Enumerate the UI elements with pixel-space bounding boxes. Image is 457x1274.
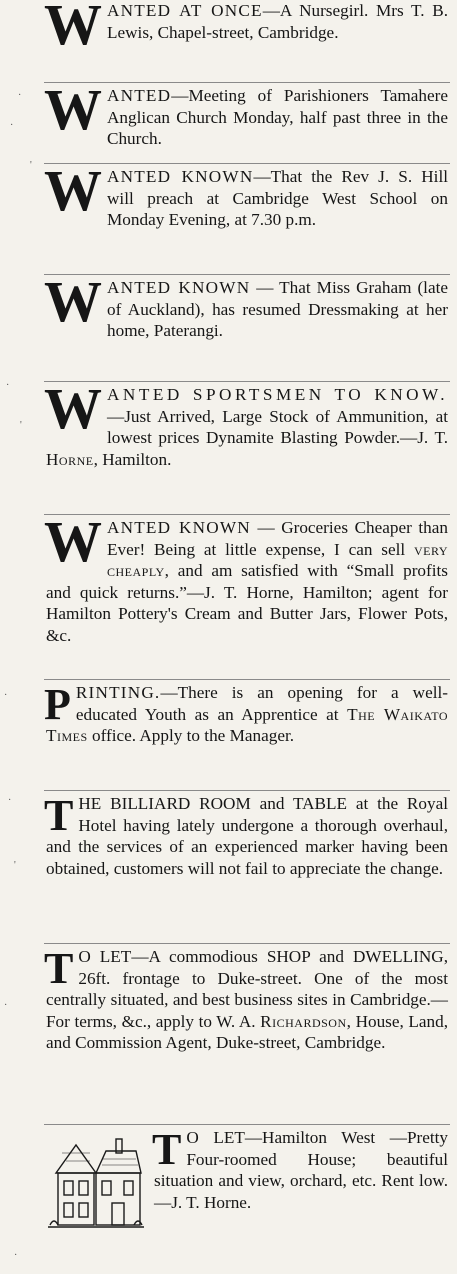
ad-heading: ANTED SPORTSMEN TO KNOW. <box>107 385 448 404</box>
ad-to-let-shop <box>44 943 450 1124</box>
drop-cap: T <box>44 944 74 993</box>
drop-cap: W <box>44 376 102 441</box>
ad-billiard-room <box>44 790 450 943</box>
ad-agent-name: Richardson <box>260 1011 347 1031</box>
ad-wanted-known-rev-hill <box>44 158 450 274</box>
advertisements-column <box>44 0 450 1253</box>
ad-body: —A commodious SHOP and DWELLING, 26ft. frontage to Duke-street. One of the most centrally situated, and best business sites in Cambridge.—For terms, &c., apply to W. A. <box>46 947 448 1031</box>
drop-cap: T <box>152 1125 182 1174</box>
ad-heading: ANTED KNOWN <box>107 167 254 186</box>
drop-cap: W <box>44 269 102 334</box>
ad-body: —That the Rev J. S. Hill will preach at Cambridge West School on Monday Evening, at 7.30 p.m. <box>107 167 448 229</box>
ad-body: —Hamilton West —Pretty Four-roomed House; beautiful situation and view, orchard, etc. Rent low. —J. T. Horne. <box>154 1128 448 1212</box>
ad-wanted-sportsmen <box>44 376 450 514</box>
ad-body: —A Nursegirl. Mrs T. B. Lewis, Chapel-street, Cambridge. <box>107 1 448 42</box>
ad-heading: O LET <box>186 1128 245 1147</box>
drop-cap: W <box>44 0 102 57</box>
drop-cap: W <box>44 77 102 142</box>
drop-cap: W <box>44 158 102 223</box>
ad-wanted-known-dressmaking <box>44 269 450 381</box>
ad-body: — Groceries Cheaper than Ever! Being at little expense, I can sell <box>107 518 448 559</box>
house-illustration <box>46 1133 146 1231</box>
ad-signer: Horne <box>46 449 94 469</box>
ad-printing-apprentice <box>44 679 450 790</box>
ad-heading: ANTED KNOWN <box>107 278 251 297</box>
ad-body: —Meeting of Parishioners Tamahere Anglican Church Monday, half past three in the Church. <box>107 86 448 148</box>
ad-heading: RINTING. <box>75 683 161 702</box>
ad-body: — That Miss Graham (late of Auckland), has resumed Dressmaking at her home, Paterangi. <box>107 278 448 340</box>
ad-heading: ANTED <box>107 86 172 105</box>
ad-wanted-known-groceries <box>44 509 450 679</box>
ad-wanted-parishioners <box>44 77 450 163</box>
ad-body: —There is an opening for a well-educated Youth as an Apprentice at <box>75 683 448 724</box>
ad-body: —Just Arrived, Large Stock of Ammunition, at lowest prices Dynamite Blasting Powder.—J. T. <box>107 406 448 447</box>
ad-heading: O LET <box>78 947 132 966</box>
ad-body-continued: office. Apply to the Manager. <box>87 726 295 745</box>
ad-heading: ANTED KNOWN <box>107 518 251 537</box>
ad-body-continued: , and am satisfied with “Small profits and quick returns.”—J. T. Horne, Hamilton; agent for Hamilton Pottery's Cream and Butter Jars, Flower Pots, &c. <box>46 561 448 645</box>
drop-cap: W <box>44 509 102 574</box>
drop-cap: P <box>44 680 71 729</box>
ad-body-tail: , Hamilton. <box>93 449 172 469</box>
ad-newspaper-name: The Waikato Times <box>46 704 448 745</box>
drop-cap: T <box>44 791 74 840</box>
ad-heading: ANTED AT ONCE <box>107 1 263 20</box>
ad-body-continued: , House, Land, and Commission Agent, Duke-street, Cambridge. <box>46 1011 448 1052</box>
ad-emphasis: very cheaply <box>107 539 448 580</box>
ad-body: at the Royal Hotel having lately undergone a thorough overhaul, and the services of an experienced marker having been obtained, customers will not fail to appreciate the change. <box>46 794 448 878</box>
margin-specks: · · ' · ' · · ' · · <box>4 90 32 1261</box>
ad-heading: HE BILLIARD ROOM and TABLE <box>78 794 347 813</box>
ad-wanted-nursegirl <box>44 0 450 82</box>
ad-to-let-house <box>44 1124 450 1253</box>
